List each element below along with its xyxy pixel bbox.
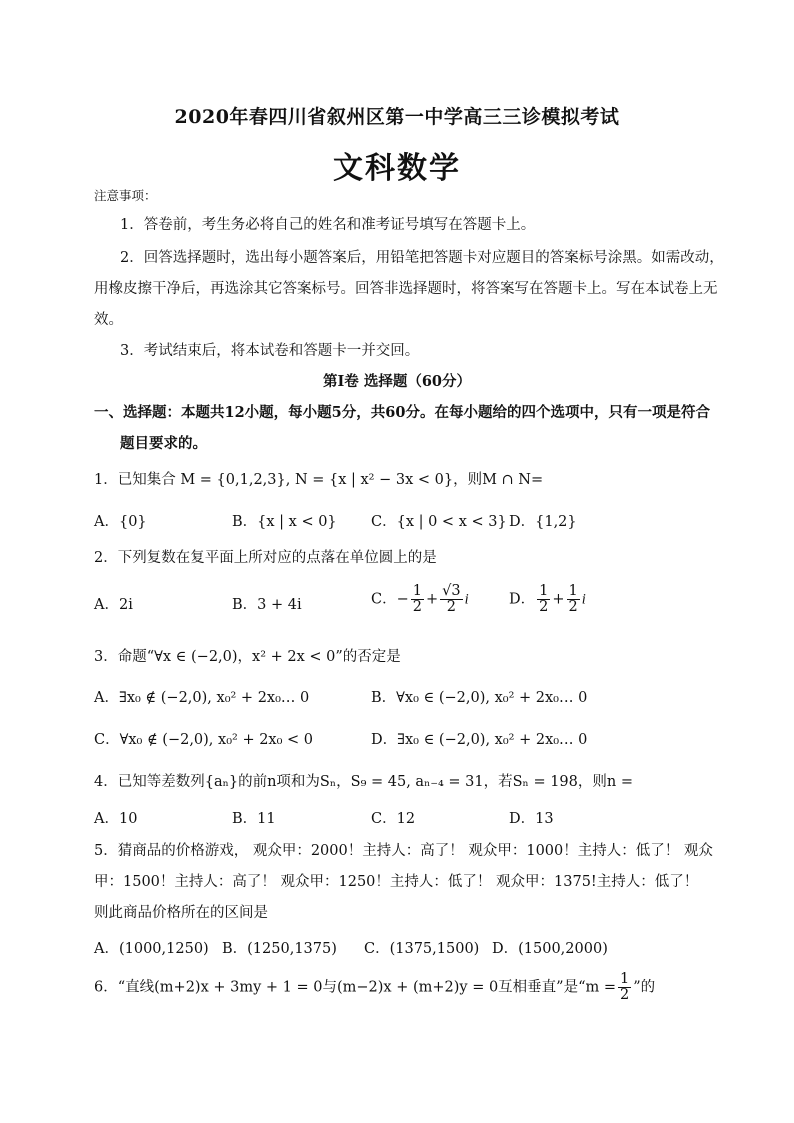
question-1-stem: 1．已知集合 M = {0,1,2,3}, N = {x | x² − 3x < 0}，则M ∩ N= <box>94 472 544 488</box>
fraction-one-half <box>411 584 424 615</box>
question-2-option-a: A．2i <box>94 597 133 613</box>
question-5-option-b: B．(1250,1375) <box>222 941 337 957</box>
imaginary-unit: i <box>581 591 586 608</box>
question-3-option-d: D．∃x₀ ∈ (−2,0), x₀² + 2x₀… 0 <box>371 732 588 748</box>
section-intro-line-1: 一、选择题：本题共12小题，每小题5分，共60分。在每小题给的四个选项中，只有一项是符合 <box>94 404 710 421</box>
option-d-prefix: D． <box>509 591 536 608</box>
fraction-one-half <box>618 972 631 1003</box>
question-4-option-a: A．10 <box>94 811 138 827</box>
question-4-stem: 4．已知等差数列{aₙ}的前n项和为Sₙ，S₉ = 45, aₙ₋₄ = 31，若Sₙ = 198，则n = <box>94 774 633 790</box>
section-intro-line-2: 题目要求的。 <box>120 435 207 452</box>
fraction-one-half <box>567 584 580 615</box>
fraction-numerator: √3 <box>442 583 461 599</box>
notice-item-2-line-2: 用橡皮擦干净后，再选涂其它答案标号。回答非选择题时，将答案写在答题卡上。写在本试卷上无 <box>94 281 718 297</box>
question-1-option-d: D．{1,2} <box>509 514 577 530</box>
fraction-numerator: 1 <box>412 583 422 599</box>
fraction-denominator: 2 <box>412 599 422 615</box>
fraction-denominator: 2 <box>620 987 630 1003</box>
notice-heading: 注意事项： <box>94 188 157 203</box>
question-3-option-b: B．∀x₀ ∈ (−2,0), x₀² + 2x₀… 0 <box>371 690 588 706</box>
fraction-numerator: 1 <box>620 971 630 987</box>
question-4-option-d: D．13 <box>509 811 554 827</box>
fraction-denominator: 2 <box>539 599 549 615</box>
question-1-option-a: A．{0} <box>94 514 147 530</box>
question-5-option-d: D．(1500,2000) <box>492 941 608 957</box>
option-c-prefix: C．− <box>371 591 409 608</box>
fraction-one-half <box>537 584 550 615</box>
question-6-stem-text: 6．“直线(m+2)x + 3my + 1 = 0与(m−2)x + (m+2)y = 0互相垂直”是“m = <box>94 979 617 996</box>
question-5-stem-line-3: 则此商品价格所在的区间是 <box>94 905 268 921</box>
fraction-denominator: 2 <box>446 599 456 615</box>
question-2-option-b: B．3 + 4i <box>232 597 302 613</box>
fraction-sqrt3-half <box>440 584 462 615</box>
question-1-option-c: C．{x | 0 < x < 3} <box>371 514 507 530</box>
notice-item-3: 3．考试结束后，将本试卷和答题卡一并交回。 <box>120 343 420 359</box>
plus-sign: + <box>552 591 565 608</box>
fraction-denominator: 2 <box>568 599 578 615</box>
question-3-option-a: A．∃x₀ ∉ (−2,0), x₀² + 2x₀… 0 <box>94 690 310 706</box>
question-4-option-c: C．12 <box>371 811 416 827</box>
notice-item-2-line-3: 效。 <box>94 312 123 328</box>
plus-sign: + <box>425 591 439 608</box>
notice-item-1: 1．答卷前，考生务必将自己的姓名和准考证号填写在答题卡上。 <box>120 217 536 233</box>
question-3-stem: 3．命题“∀x ∈ (−2,0)，x² + 2x < 0”的否定是 <box>94 649 401 665</box>
imaginary-unit: i <box>464 591 469 608</box>
notice-item-2-line-1: 2．回答选择题时，选出每小题答案后，用铅笔把答题卡对应题目的答案标号涂黑。如需改动， <box>120 250 724 266</box>
question-5-option-c: C．(1375,1500) <box>364 941 480 957</box>
exam-title: 2020年春四川省叙州区第一中学高三三诊模拟考试 <box>174 106 620 128</box>
question-5-stem-line-2: 甲：1500！主持人：高了！ 观众甲：1250！主持人：低了！ 观众甲：1375!主持人：低了！ <box>94 874 699 890</box>
question-2-option-c <box>371 584 469 615</box>
question-6-stem <box>94 972 655 1003</box>
question-1-option-b: B．{x | x < 0} <box>232 514 337 530</box>
fraction-numerator: 1 <box>539 583 549 599</box>
exam-subject-title: 文科数学 <box>333 151 461 186</box>
question-6-stem-suffix: ”的 <box>633 979 656 996</box>
fraction-numerator: 1 <box>568 583 578 599</box>
question-2-option-d <box>509 584 586 615</box>
question-2-stem: 2．下列复数在复平面上所对应的点落在单位圆上的是 <box>94 550 437 566</box>
question-3-option-c: C．∀x₀ ∉ (−2,0), x₀² + 2x₀ < 0 <box>94 732 314 748</box>
question-5-stem-line-1: 5．猜商品的价格游戏， 观众甲：2000！主持人：高了！ 观众甲：1000！主持人：低了！ 观众 <box>94 843 713 859</box>
question-4-option-b: B．11 <box>232 811 276 827</box>
section-title: 第Ⅰ卷 选择题（60分） <box>322 373 471 390</box>
question-5-option-a: A．(1000,1250) <box>94 941 209 957</box>
